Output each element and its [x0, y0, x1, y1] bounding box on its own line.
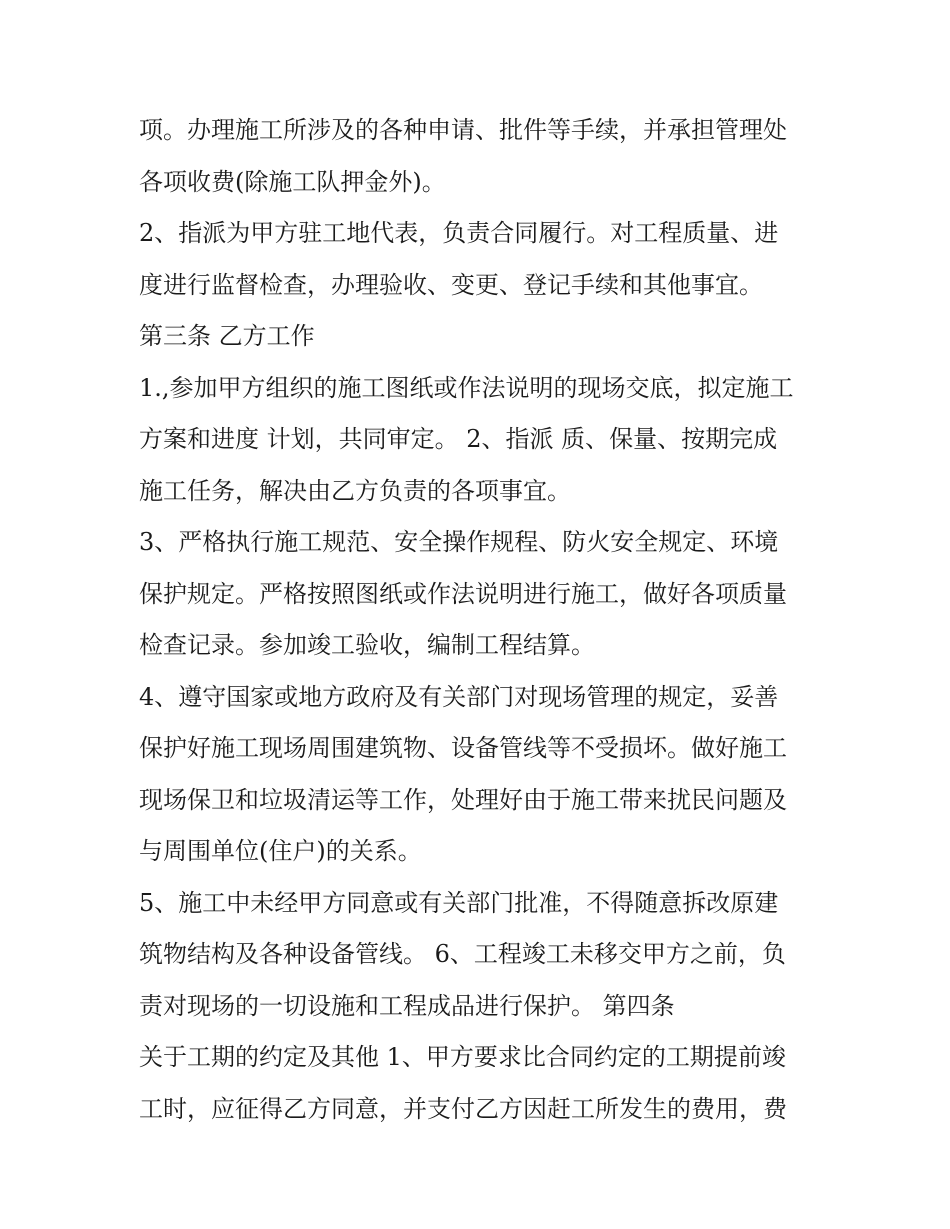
text-line: 1.,参加甲方组织的施工图纸或作法说明的现场交底，拟定施工 [139, 373, 794, 402]
text-line: 与周围单位(住户)的关系。 [139, 837, 422, 865]
text-line: 2、指派为甲方驻工地代表，负责合同履行。对工程质量、进 [139, 219, 779, 247]
text-line: 方案和进度 计划，共同审定。 2、指派 质、保量、按期完成 [139, 425, 778, 453]
text-line: 关于工期的约定及其他 1、甲方要求比合同约定的工期提前竣 [139, 1043, 786, 1071]
text-line: 责对现场的一切设施和工程成品进行保护。 第四条 [139, 991, 675, 1020]
text-line: 筑物结构及各种设备管线。 6、工程竣工未移交甲方之前，负 [139, 940, 786, 968]
text-line: 3、严格执行施工规范、安全操作规程、防火安全规定、环境 [139, 528, 779, 556]
contract-text-body [139, 105, 839, 1135]
text-line: 现场保卫和垃圾清运等工作，处理好由于施工带来扰民问题及 [139, 785, 787, 814]
text-line: 项。办理施工所涉及的各种申请、批件等手续，并承担管理处 [139, 116, 787, 144]
text-line: 4、遵守国家或地方政府及有关部门对现场管理的规定，妥善 [139, 682, 779, 711]
text-line: 施工任务，解决由乙方负责的各项事宜。 [139, 476, 571, 505]
text-line: 检查记录。参加竣工验收，编制工程结算。 [139, 631, 595, 659]
text-line: 保护规定。严格按照图纸或作法说明进行施工，做好各项质量 [139, 579, 787, 608]
section-heading: 第三条 乙方工作 [139, 322, 315, 350]
text-line: 各项收费(除施工队押金外)。 [139, 167, 446, 196]
text-line: 工时，应征得乙方同意，并支付乙方因赶工所发生的费用，费 [139, 1094, 787, 1123]
text-line: 5、施工中未经甲方同意或有关部门批准，不得随意拆改原建 [139, 888, 779, 917]
text-line: 度进行监督检查，办理验收、变更、登记手续和其他事宜。 [139, 270, 763, 299]
text-line: 保护好施工现场周围建筑物、设备管线等不受损坏。做好施工 [139, 734, 787, 762]
